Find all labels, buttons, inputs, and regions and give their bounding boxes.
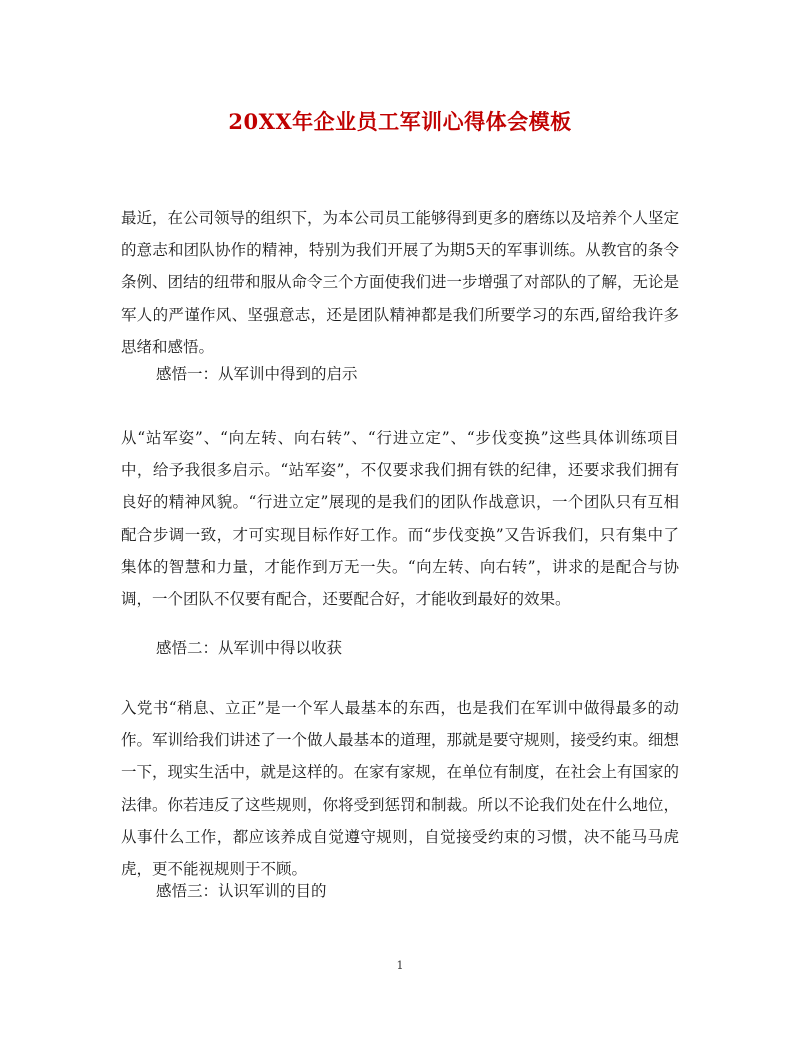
section-heading-2: 感悟二：从军训中得以收获 <box>156 639 343 657</box>
section-heading-1: 感悟一：从军训中得到的启示 <box>156 365 358 383</box>
section-heading-3: 感悟三：认识军训的目的 <box>156 882 327 900</box>
page-number: 1 <box>396 959 404 972</box>
paragraph-rules: 入党书“稍息、立正”是一个军人最基本的东西，也是我们在军训中做得最多的动作。军训给我们讲述了一个做人最基本的道理，那就是要守规则，接受约束。细想一下，现实生活中，就是这样的。在家有家规，在单位有制度，在社会上有国家的法律。你若违反了这些规则，你将受到惩罚和制裁。所以不论我们处在什么地位，从事什么工作，都应该养成自觉遵守规则，自觉接受约束的习惯，决不能马马虎虎，更不能视规则于不顾。 <box>121 699 680 879</box>
document-title: 20XX年企业员工军训心得体会模板 <box>228 109 572 134</box>
paragraph-training-items: 从“站军姿”、“向左转、向右转”、“行进立定”、“步伐变换”这些具体训练项目中，给予我很多启示。“站军姿”，不仅要求我们拥有铁的纪律，还要求我们拥有良好的精神风貌。“行进立定”展现的是我们的团队作战意识，一个团队只有互相配合步调一致，才可实现目标作好工作。而“步伐变换”又告诉我们，只有集中了集体的智慧和力量，才能作到万无一失。“向左转、向右转”，讲求的是配合与协调，一个团队不仅要有配合，还要配合好，才能收到最好的效果。 <box>121 429 679 609</box>
paragraph-intro: 最近，在公司领导的组织下，为本公司员工能够得到更多的磨练以及培养个人坚定的意志和团队协作的精神，特别为我们开展了为期5天的军事训练。从教官的条令条例、团结的纽带和服从命令三个方面使我们进一步增强了对部队的了解，无论是军人的严谨作风、坚强意志，还是团队精神都是我们所要学习的东西,留给我许多思绪和感悟。 <box>121 209 680 356</box>
